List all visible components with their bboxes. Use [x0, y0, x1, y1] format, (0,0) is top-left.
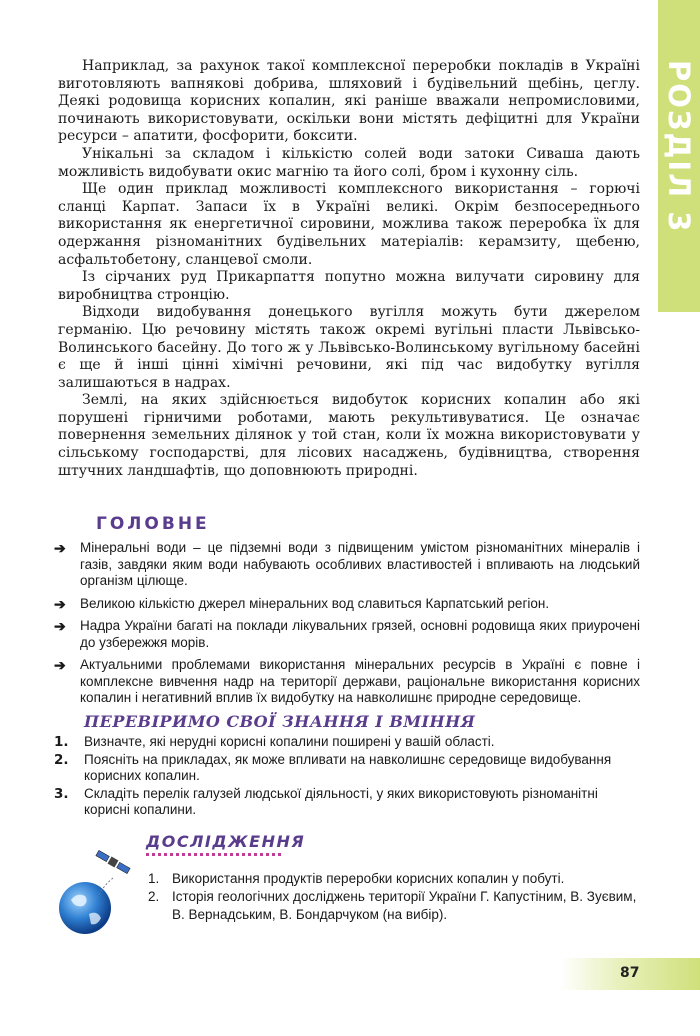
list-item	[54, 786, 640, 819]
topic-number: 1.	[148, 871, 160, 886]
bullet-text: Великою кількістю джерел мінеральних вод славиться Карпатський регіон.	[80, 595, 550, 611]
research-topic-list	[148, 870, 638, 924]
list-item	[54, 596, 640, 613]
question-number: 1.	[54, 734, 69, 750]
globe-satellite-icon	[55, 848, 145, 938]
paragraph: Унікальні за складом і кількістю солей води затоки Сиваша дають можливість видобувати окис магнію та його солі, бром і кухонну сіль.	[58, 145, 640, 180]
arrow-bullet-icon: ➔	[54, 595, 66, 612]
list-item	[54, 657, 640, 707]
paragraph: Із сірчаних руд Прикарпаття попутно можна вилучати сировину для виробництва стронцію.	[58, 269, 640, 303]
check-knowledge-heading: ПЕРЕВІРИМО СВОЇ ЗНАННЯ І ВМІННЯ	[84, 712, 476, 731]
question-text: Поясніть на прикладах, як може впливати на навколишнє середовище видобування корисних копалин.	[84, 751, 612, 783]
list-item	[54, 618, 640, 651]
paragraph: Відходи видобування донецького вугілля можуть бути джерелом германію. Цю речовину містять також окремі вугільні пласти Львівсько-Волинського басейну. До того ж у Львівсько-Волинському вугільному басейні є ще й інші цінні хімічні речовини, які під час видобутку вугілля залишаються в надрах.	[58, 304, 640, 391]
question-text: Складіть перелік галузей людської діяльності, у яких використовують різноманітні корисні копалини.	[84, 785, 598, 817]
topic-number: 2.	[148, 889, 160, 904]
paragraph: Ще один приклад можливості комплексного використання – горючі сланці Карпат. Запаси їх в Україні великі. Окрім безпосереднього використання як енергетичної сировини, можлива також переробка їх для одержання різноманітних будівельних матеріалів: керамзиту, щебеню, асфальтобетону, сланцевої смоли.	[58, 181, 640, 268]
arrow-bullet-icon: ➔	[54, 540, 66, 556]
question-list	[54, 734, 640, 820]
list-item	[148, 888, 638, 924]
list-item	[54, 734, 640, 751]
research-heading: ДОСЛІДЖЕННЯ	[146, 832, 306, 851]
arrow-bullet-icon: ➔	[54, 657, 66, 673]
paragraph: Наприклад, за рахунок такої комплексної переробки покладів в Україні виготовляють вапнякові добрива, шляховий і будівельний щебінь, цеглу. Деякі родовища корисних копалин, які раніше вважали непромисловими, починають використовувати, оскільки вони містять дефіцитні для України ресурси – апатити, фосфорити, боксити.	[58, 58, 640, 145]
question-number: 2.	[54, 751, 69, 768]
bullet-text: Мінеральні води – це підземні води з підвищеним умістом різноманітних мінералів і газів, завдяки яким води набувають особливих властивостей і впливають на людський організм цілюще.	[80, 540, 640, 588]
question-number: 3.	[54, 785, 69, 802]
list-item	[148, 870, 638, 888]
page-number: 87	[620, 965, 640, 981]
topic-text: Використання продуктів переробки корисних копалин у побуті.	[172, 871, 565, 886]
topic-text: Історія геологічних досліджень території України Г. Капустіним, В. Зуєвим, В. Вернадським, В. Бондарчуком (на вибір).	[172, 889, 637, 922]
paragraph: Землі, на яких здійснюється видобуток корисних копалин або які порушені гірничими роботами, мають рекультивуватися. Це означає повернення земельних ділянок у той стан, коли їх можна використовувати у сільському господарстві, для лісових насаджень, будівництва, створення штучних ландшафтів, що доповнюють природні.	[58, 392, 640, 479]
body-text	[58, 58, 640, 480]
chapter-tab-label: РОЗДІЛ 3	[662, 60, 696, 234]
heading-underline	[146, 853, 281, 856]
arrow-bullet-icon: ➔	[54, 618, 66, 634]
question-text: Визначте, які нерудні корисні копалини поширені у вашій області.	[84, 734, 495, 749]
list-item	[54, 752, 640, 785]
bullet-text: Актуальними проблемами використання мінеральних ресурсів в Україні є повне і комплексне вивчення надр на території держави, раціональне використання корисних копалин і негативний вплив їх видобутку на навколишнє природне середовище.	[80, 657, 640, 705]
bullet-text: Надра України багаті на поклади лікувальних грязей, основні родовища яких приурочені до узбережжя морів.	[80, 618, 640, 650]
summary-bullet-list	[54, 540, 640, 713]
list-item	[54, 540, 640, 590]
main-summary-heading: ГОЛОВНЕ	[96, 514, 210, 534]
